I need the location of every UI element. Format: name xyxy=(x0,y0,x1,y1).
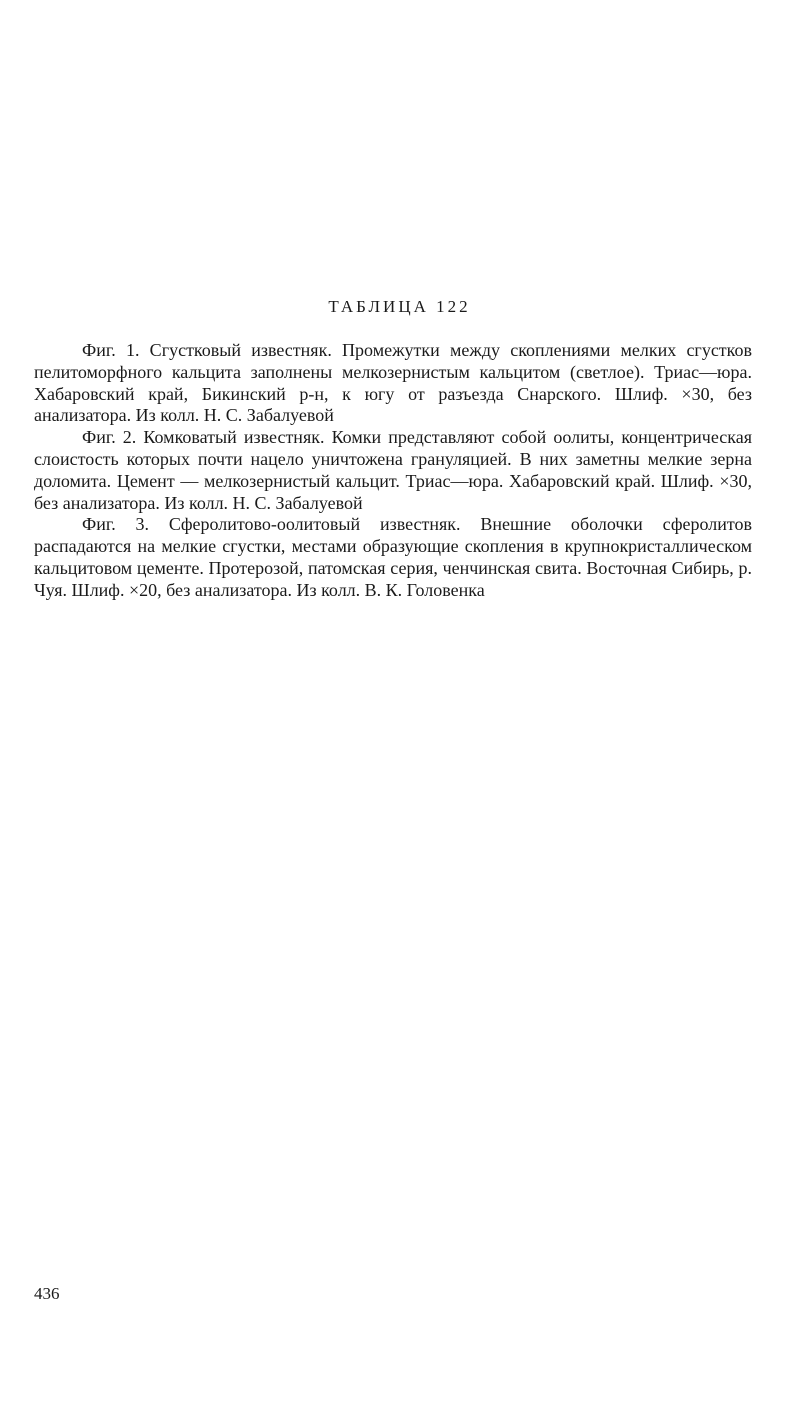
table-title: ТАБЛИЦА 122 xyxy=(328,297,471,316)
figure-captions xyxy=(34,340,752,602)
figure-caption-2: Фиг. 2. Комковатый известняк. Комки представляют собой оолиты, концентрическая слоистость которых почти нацело уничтожена грануляцией. В них заметны мелкие зерна доломита. Цемент — мелкозернистый кальцит. Триас—юра. Хабаровский край. Шлиф. ×30, без анализатора. Из колл. Н. С. Забалуевой xyxy=(34,427,752,513)
page-number: 436 xyxy=(34,1284,60,1303)
figure-caption-1: Фиг. 1. Сгустковый известняк. Промежутки между скоплениями мелких сгустков пелитоморфного кальцита заполнены мелкозернистым кальцитом (светлое). Триас—юра. Хабаровский край, Бикинский р-н, к югу от разъезда Снарского. Шлиф. ×30, без анализатора. Из колл. Н. С. Забалуевой xyxy=(34,340,752,426)
figure-caption-3: Фиг. 3. Сферолитово-оолитовый известняк. Внешние оболочки сферолитов распадаются на мелкие сгустки, местами образующие скопления в крупнокристаллическом кальцитовом цементе. Протерозой, патомская серия, ченчинская свита. Восточная Сибирь, р. Чуя. Шлиф. ×20, без анализатора. Из колл. В. К. Головенка xyxy=(34,514,752,600)
